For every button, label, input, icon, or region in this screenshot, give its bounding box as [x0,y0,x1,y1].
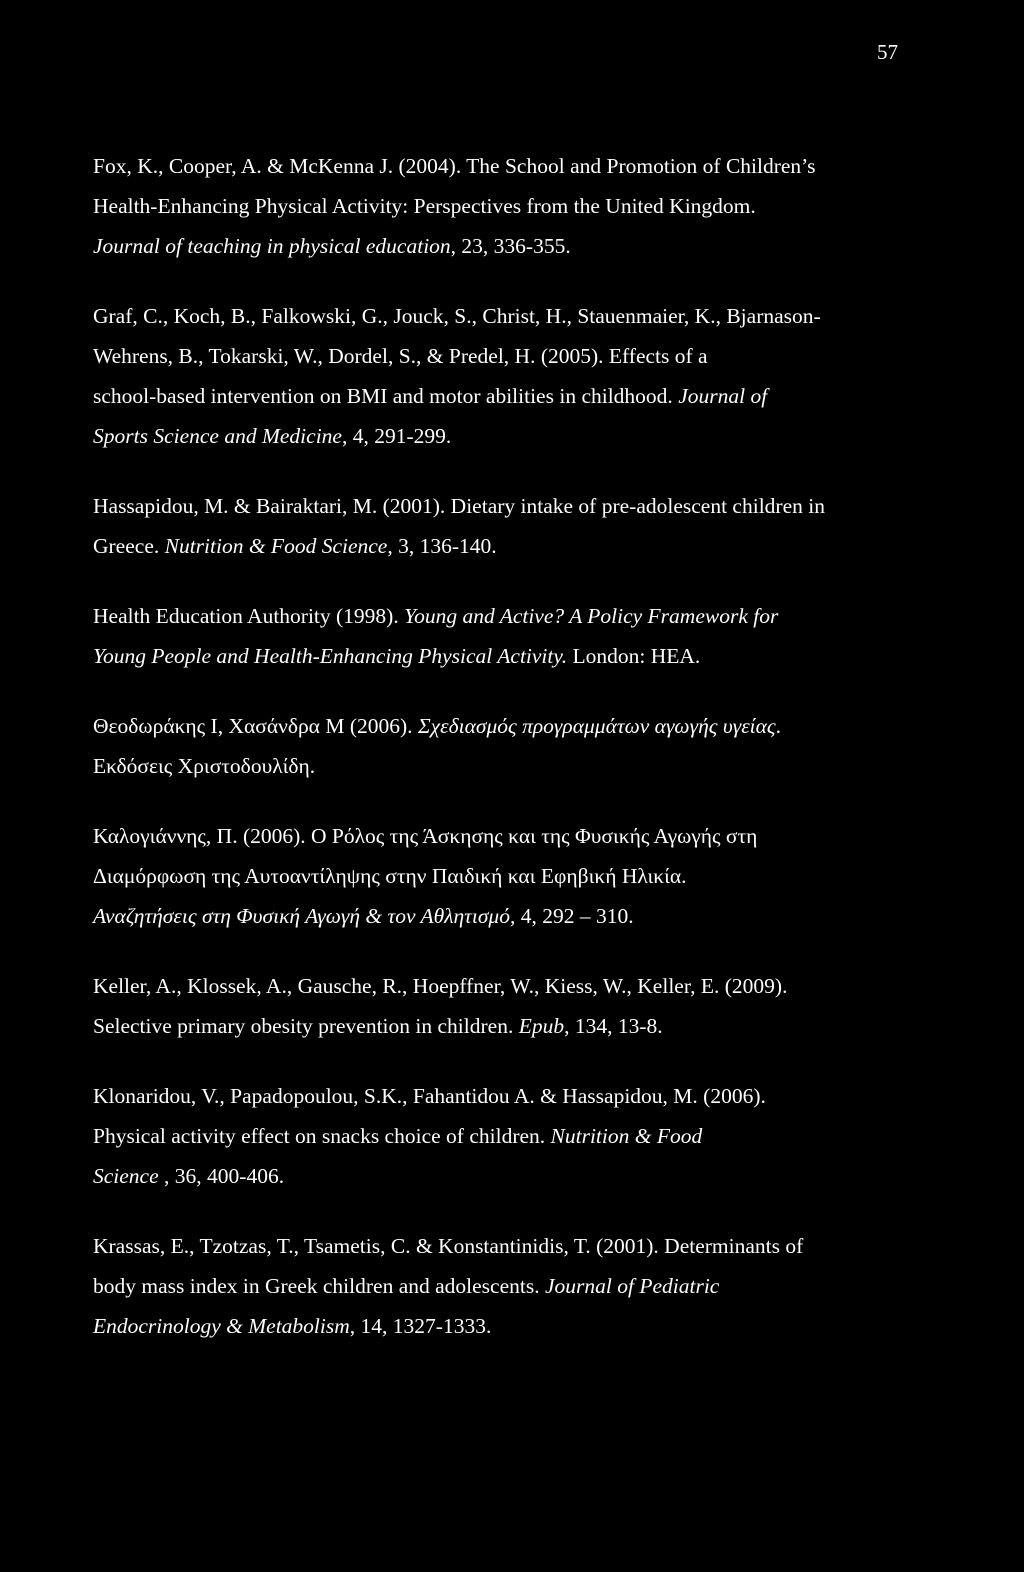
reference-italic-segment: Sports Science and Medicine [93,424,342,448]
reference-italic-segment: Epub [518,1014,565,1038]
reference-entry [93,296,913,456]
reference-italic-segment: Nutrition & Food [550,1124,703,1148]
reference-text-segment: Health Education Authority (1998). [93,604,405,628]
reference-line [93,896,913,936]
reference-italic-segment: Nutrition & Food Science [164,534,388,558]
reference-line [93,596,913,636]
reference-list [93,146,913,1376]
reference-text-segment: . [775,714,782,738]
reference-text-segment: , 134, 13-8. [564,1014,663,1038]
reference-text-segment: , 3, 136-140. [387,534,497,558]
reference-line [93,966,913,1006]
reference-text-segment: , 4, 291-299. [341,424,452,448]
reference-line [93,416,913,456]
reference-text-segment: , 36, 400-406. [158,1164,285,1188]
reference-line [93,1156,913,1196]
reference-line [93,1226,913,1266]
reference-text-segment: Keller, A., Klossek, A., Gausche, R., Hoepffner, W., Kiess, W., Keller, E. (2009). [93,974,788,998]
reference-text-segment: body mass index in Greek children and adolescents. [93,1274,545,1298]
reference-text-segment: London: HEA. [567,644,701,668]
reference-text-segment: Διαμόρφωση της Αυτοαντίληψης στην Παιδική και Εφηβική Ηλικία. [93,864,687,888]
reference-entry [93,1226,913,1346]
reference-text-segment: , 23, 336-355. [450,234,571,258]
reference-italic-segment: Endocrinology & Metabolism [93,1314,350,1338]
reference-text-segment: Wehrens, B., Tokarski, W., Dordel, S., & Predel, H. (2005). Effects of a [93,344,708,368]
reference-line [93,186,913,226]
reference-entry [93,486,913,566]
reference-italic-segment: Journal of teaching in physical education [93,234,451,258]
reference-line [93,146,913,186]
reference-line [93,636,913,676]
reference-entry [93,816,913,936]
reference-line [93,486,913,526]
reference-text-segment: Καλογιάννης, Π. (2006). Ο Ρόλος της Άσκησης και της Φυσικής Αγωγής στη [93,824,758,848]
reference-line [93,526,913,566]
reference-line [93,706,913,746]
reference-line [93,1116,913,1156]
reference-line [93,226,913,266]
reference-text-segment: Krassas, E., Tzotzas, T., Tsametis, C. & Konstantinidis, T. (2001). Determinants of [93,1234,804,1258]
reference-italic-segment: Journal of [678,384,768,408]
reference-entry [93,596,913,676]
reference-line [93,1006,913,1046]
reference-text-segment: Graf, C., Koch, B., Falkowski, G., Jouck, S., Christ, H., Stauenmaier, K., Bjarnason- [93,304,821,328]
reference-line [93,1076,913,1116]
reference-line [93,816,913,856]
reference-line [93,296,913,336]
reference-text-segment: Εκδόσεις Χριστοδουλίδη. [93,754,316,778]
reference-text-segment: Fox, K., Cooper, A. & McKenna J. (2004). The School and Promotion of Children’s [93,154,816,178]
reference-line [93,376,913,416]
reference-line [93,856,913,896]
reference-italic-segment: Journal of Pediatric [544,1274,720,1298]
reference-text-segment: Greece. [93,534,165,558]
reference-line [93,1306,913,1346]
page-number: 57 [877,40,898,64]
reference-line [93,336,913,376]
reference-text-segment: Physical activity effect on snacks choice of children. [93,1124,551,1148]
reference-text-segment: , 14, 1327-1333. [349,1314,492,1338]
reference-line [93,1266,913,1306]
reference-entry [93,966,913,1046]
reference-italic-segment: Science [93,1164,159,1188]
reference-italic-segment: Σχεδιασμός προγραμμάτων αγωγής υγείας [417,714,776,738]
reference-text-segment: school-based intervention on BMI and motor abilities in childhood. [93,384,679,408]
reference-text-segment: Selective primary obesity prevention in children. [93,1014,519,1038]
reference-italic-segment: Αναζητήσεις στη Φυσική Αγωγή & τον Αθλητισμό, [93,904,516,928]
reference-italic-segment: Young and Active? A Policy Framework for [404,604,779,628]
reference-text-segment: Θεοδωράκης Ι, Χασάνδρα Μ (2006). [93,714,418,738]
reference-text-segment: Health-Enhancing Physical Activity: Perspectives from the United Kingdom. [93,194,756,218]
reference-text-segment: 4, 292 – 310. [515,904,634,928]
reference-entry [93,1076,913,1196]
reference-entry [93,146,913,266]
reference-text-segment: Hassapidou, M. & Bairaktari, M. (2001). Dietary intake of pre-adolescent children in [93,494,825,518]
reference-entry [93,706,913,786]
reference-italic-segment: Young People and Health-Enhancing Physical Activity. [93,644,568,668]
reference-line [93,746,913,786]
reference-text-segment: Klonaridou, V., Papadopoulou, S.K., Fahantidou A. & Hassapidou, M. (2006). [93,1084,766,1108]
